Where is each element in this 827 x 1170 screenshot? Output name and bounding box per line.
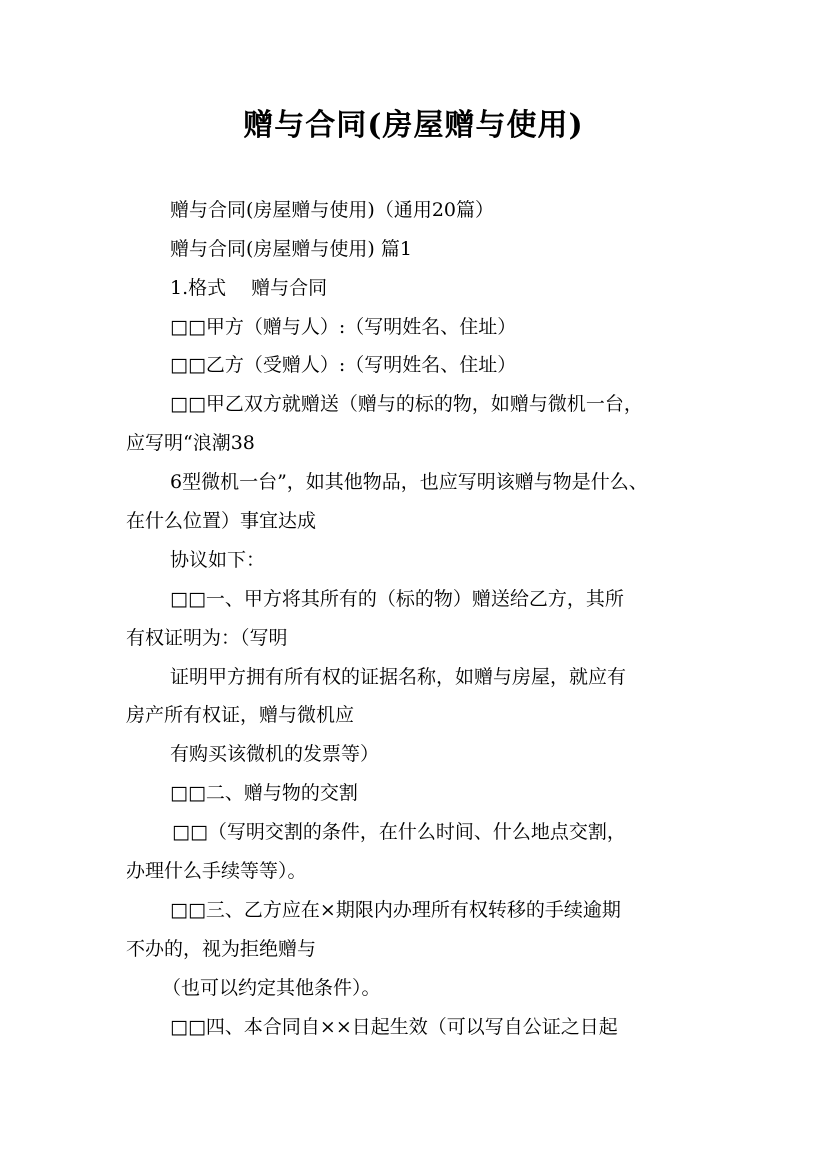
text-line: □□乙方（受赠人）:（写明姓名、住址） [170, 354, 517, 376]
text-line: 1.格式 赠与合同 [170, 277, 328, 299]
text-line: 不办的，视为拒绝赠与 [126, 938, 317, 960]
text-line: 有权证明为：（写明 [126, 627, 288, 649]
text-line: 6型微机一台”，如其他物品，也应写明该赠与物是什么、 [170, 471, 648, 493]
text-line: □□甲乙双方就赠送（赠与的标的物，如赠与微机一台， [170, 393, 643, 415]
text-line: □□（写明交割的条件，在什么时间、什么地点交割， [172, 821, 626, 843]
text-line: 应写明“浪潮38 [126, 432, 255, 454]
text-line: （也可以约定其他条件）。 [162, 977, 381, 999]
text-line: 协议如下： [170, 549, 266, 571]
text-line: 办理什么手续等等）。 [126, 860, 307, 882]
text-line: 有购买该微机的发票等） [170, 743, 380, 765]
text-line: □□二、赠与物的交割 [170, 782, 358, 804]
text-line: 赠与合同(房屋赠与使用) 篇1 [170, 238, 412, 260]
text-line: □□四、本合同自××日起生效（可以写自公证之日起 [170, 1016, 618, 1038]
text-line: □□甲方（赠与人）:（写明姓名、住址） [170, 316, 517, 338]
text-line: 赠与合同(房屋赠与使用)（通用20篇） [170, 199, 495, 221]
text-line: 证明甲方拥有所有权的证据名称，如赠与房屋，就应有 [170, 666, 627, 688]
text-line: 在什么位置）事宜达成 [126, 510, 317, 532]
document-title: 赠与合同(房屋赠与使用) [243, 108, 584, 143]
text-line: □□三、乙方应在×期限内办理所有权转移的手续逾期 [170, 899, 621, 921]
text-line: 房产所有权证，赠与微机应 [126, 704, 355, 726]
text-line: □□一、甲方将其所有的（标的物）赠送给乙方，其所 [170, 588, 624, 610]
